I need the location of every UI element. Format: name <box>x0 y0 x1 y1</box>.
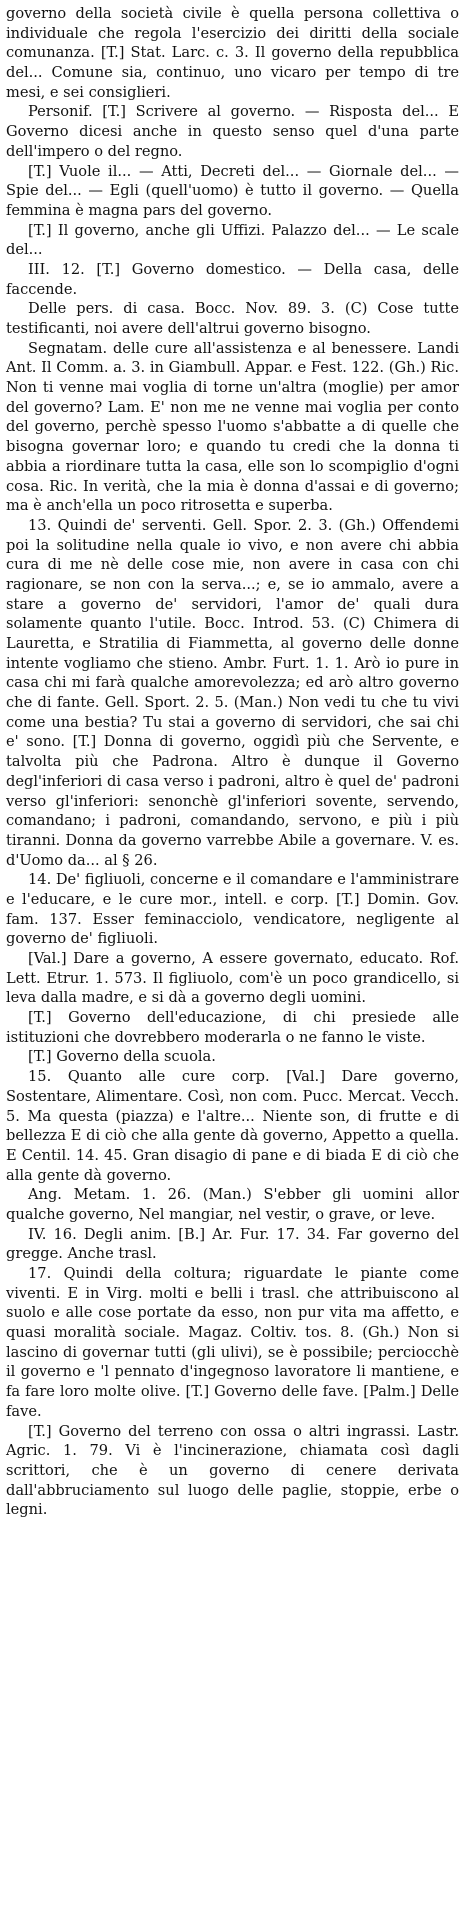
entry-paragraph: [T.] Governo della scuola. <box>28 1048 216 1066</box>
entry-paragraph: 14. De' figliuoli, concerne e il comandare e l'amministrare e l'educare, e le cure mor., intell. e corp. [T.] Domin. Gov. fam. 137. Esser feminacciolo, vendicatore, negligente al governo de' figliuoli. <box>6 871 460 948</box>
entry-paragraph: [T.] Governo dell'educazione, di chi presiede alle istituzioni che dovrebbero moderarla o ne fanno le viste. <box>6 1009 459 1046</box>
entry-paragraph: [T.] Governo del terreno con ossa o altri ingrassi. Lastr. Agric. 1. 79. Vi è l'incinerazione, chiamata così dagli scrittori, che è un governo di cenere derivata dall'abbruciamento sul luogo delle paglie, stoppie, erbe o legni. <box>6 1422 459 1519</box>
entry-paragraph: Personif. [T.] Scrivere al governo. — Risposta del... E Governo dicesi anche in questo senso quel d'una parte dell'impero o del regno. <box>6 103 459 160</box>
entry-paragraph: Segnatam. delle cure all'assistenza e al benessere. Landi Ant. Il Comm. a. 3. in Giambull. Appar. e Fest. 122. (Gh.) Ric. Non ti venne mai voglia di torne un'altra (moglie) per amor del governo? Lam. E' non me ne venne mai voglia per conto del governo, perchè spesso l'uomo s'abbatte a di quelle che bisogna governar loro; e quando tu credi che la donna ti abbia a riordinare tutta la casa, elle son lo scompiglio d'ogni cosa. Ric. In verità, che la mia è donna d'assai e di governo; ma è anch'ella un poco ritrosetta e superba. <box>6 339 459 515</box>
entry-paragraph: III. 12. [T.] Governo domestico. — Della casa, delle faccende. <box>6 260 459 298</box>
entry-paragraph: [Val.] Dare a governo, A essere governato, educato. Rof. Lett. Etrur. 1. 573. Il figliuolo, com'è un poco grandicello, si leva dalla madre, e si dà a governo degli uomini. <box>6 950 459 1007</box>
entry-paragraph: governo della società civile è quella persona collettiva o individuale che regola l'esercizio dei diritti della sociale comunanza. [T.] Stat. Larc. c. 3. Il governo della repubblica del... Comune sia, continuo, uno vicaro per tempo di tre mesi, e sei consiglieri. <box>6 5 459 101</box>
entry-paragraph: Delle pers. di casa. Bocc. Nov. 89. 3. (C) Cose tutte testificanti, noi avere dell'altrui governo bisogno. <box>6 300 459 337</box>
entry-paragraph: 15. Quanto alle cure corp. [Val.] Dare governo, Sostentare, Alimentare. Così, non com. Pucc. Mercat. Vecch. 5. Ma questa (piazza) e l'altre... Niente son, di frutte e di bellezza E di ciò che alla gente dà governo, Appetto a quella. E Centil. 14. 45. Gran disagio di pane e di biada E di ciò che alla gente dà governo. <box>6 1068 459 1184</box>
entry-paragraph: 13. Quindi de' serventi. Gell. Spor. 2. 3. (Gh.) Offendemi poi la solitudine nella quale io vivo, e non avere chi abbia cura di me nè delle cose mie, non avere in casa con chi ragionare, se non con la serva...; e, se io ammalo, avere a stare a governo de' servidori, l'amor de' quali dura solamente quanto l'utile. Bocc. Introd. 53. (C) Chimera di Lauretta, e Stratilia di Fiammetta, al governo delle donne intente vogliamo che stieno. Ambr. Furt. 1. 1. Arò io pure in casa chi mi farà qualche amorevolezza; ed arò altro governo che di fante. Gell. Sport. 2. 5. (Man.) Non vedi tu che tu vivi come una bestia? Tu stai a governo di servidori, che sai chi e' sono. [T.] Donna di governo, oggidì più che Servente, e talvolta più che Padrona. Altro è dunque il Governo degl'inferiori di casa verso i padroni, altro è quel de' padroni verso gl'inferiori: senonchè gl'inferiori sovente, servendo, comandano; i padroni, comandando, servono, e più i più tiranni. Donna da governo varrebbe Abile a governare. V. es. d'Uomo da... al § 26. <box>6 516 459 869</box>
entry-paragraph: 17. Quindi della coltura; riguardate le piante come viventi. E in Virg. molti e belli i trasl. che attribuiscono al suolo e alle cose portate da esso, non pur vita ma affetto, e quasi moralità sociale. Magaz. Coltiv. tos. 8. (Gh.) Non si lascino di governar tutti (gli ulivi), se è possibile; perciocchè il governo e 'l pennato d'ingegnoso lavoratore li mantiene, e fa fare loro molte olive. [T.] Governo delle fave. [Palm.] Delle fave. <box>6 1265 459 1420</box>
entry-paragraph: Ang. Metam. 1. 26. (Man.) S'ebber gli uomini allor qualche governo, Nel mangiar, nel vestir, o grave, or leve. <box>6 1186 459 1223</box>
entry-paragraph: [T.] Il governo, anche gli Uffizi. Palazzo del... — Le scale del... <box>6 221 459 259</box>
entry-paragraph: IV. 16. Degli anim. [B.] Ar. Fur. 17. 34. Far governo del gregge. Anche trasl. <box>6 1225 459 1263</box>
entry-paragraph: [T.] Vuole il... — Atti, Decreti del... — Giornale del... — Spie del... — Egli (quell'uomo) è tutto il governo. — Quella femmina è magna pars del governo. <box>6 162 459 219</box>
